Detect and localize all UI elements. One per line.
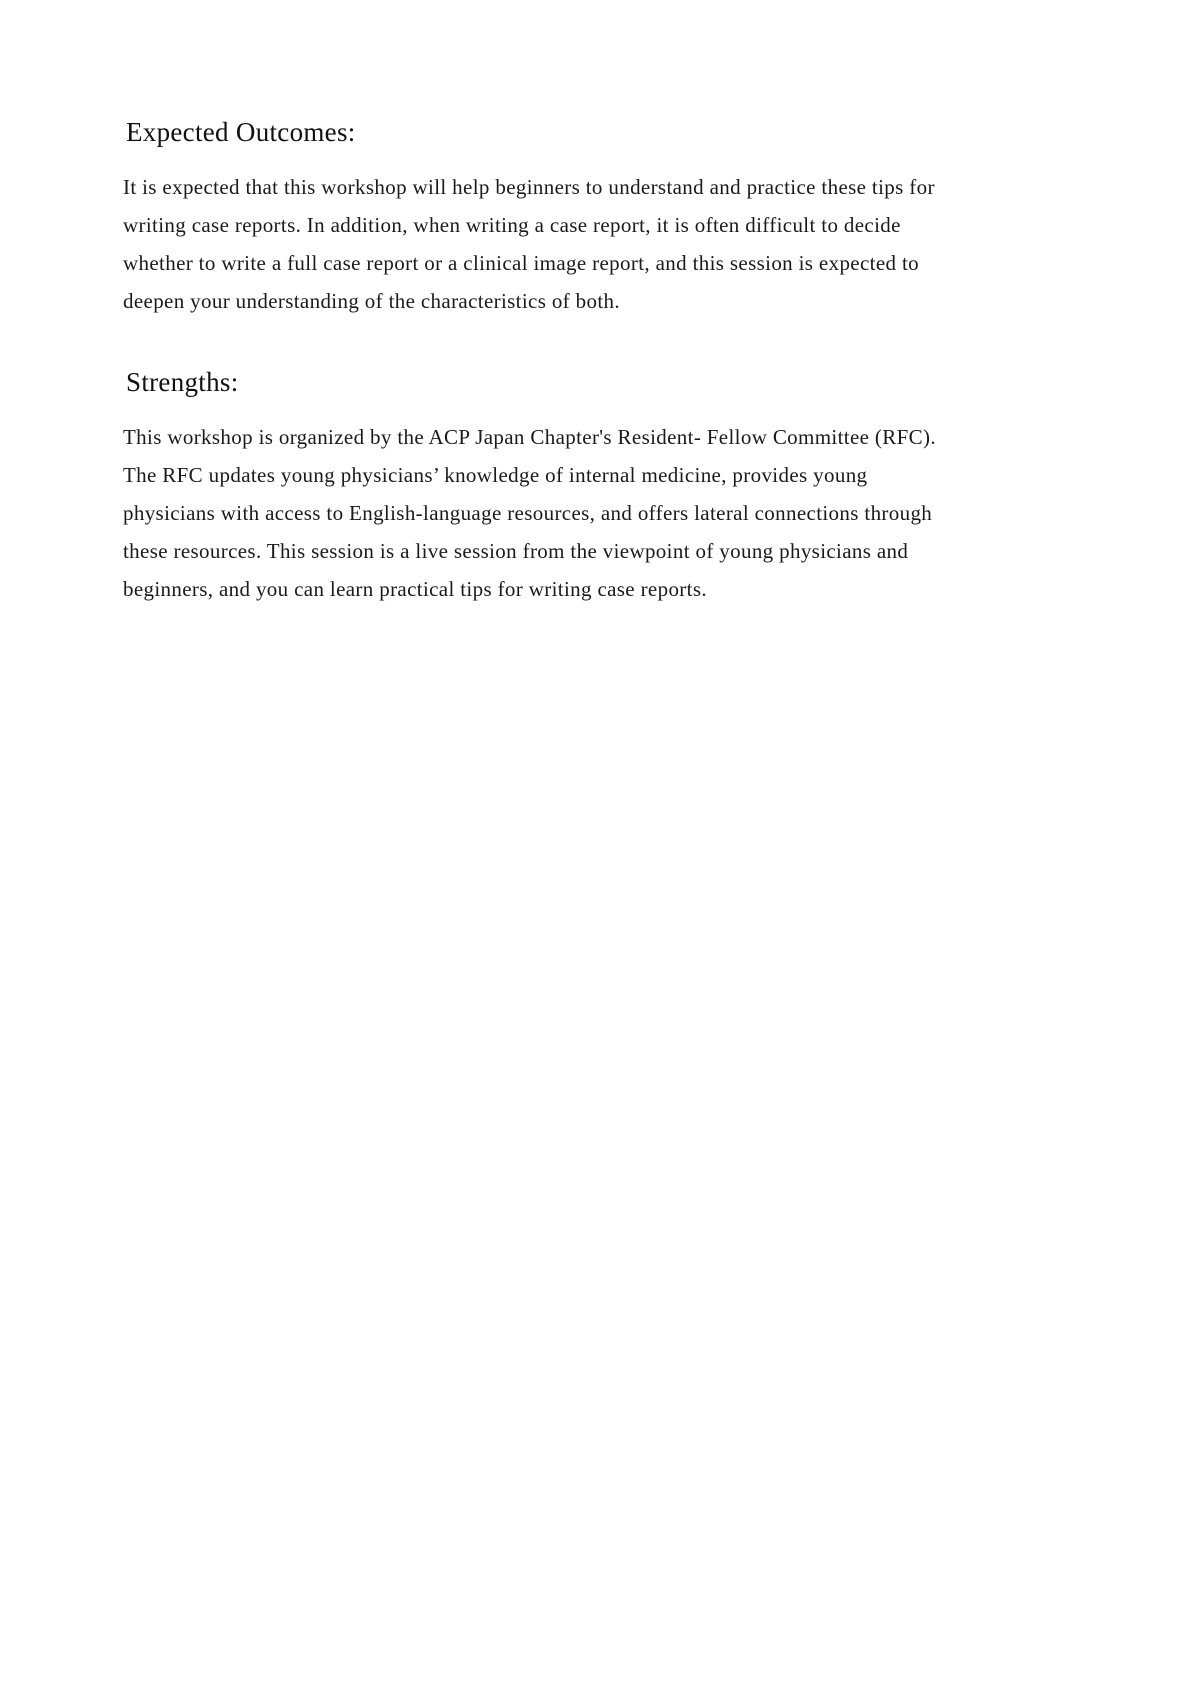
expected-outcomes-paragraph — [123, 168, 1083, 320]
paragraph-line: whether to write a full case report or a clinical image report, and this session is expected to — [123, 251, 919, 275]
expected-outcomes-section — [123, 112, 1083, 320]
paragraph-line: The RFC updates young physicians’ knowledge of internal medicine, provides young — [123, 463, 868, 487]
paragraph-line: It is expected that this workshop will help beginners to understand and practice these tips for — [123, 175, 935, 199]
strengths-heading: Strengths: — [126, 367, 239, 397]
paragraph-line: beginners, and you can learn practical tips for writing case reports. — [123, 577, 707, 601]
paragraph-line: these resources. This session is a live session from the viewpoint of young physicians and — [123, 539, 909, 563]
strengths-paragraph — [123, 418, 1083, 608]
paragraph-line: writing case reports. In addition, when writing a case report, it is often difficult to decide — [123, 213, 901, 237]
expected-outcomes-heading: Expected Outcomes: — [126, 117, 356, 147]
paragraph-line: This workshop is organized by the ACP Japan Chapter's Resident- Fellow Committee (RFC). — [123, 425, 936, 449]
strengths-section — [123, 362, 1083, 608]
page-content — [123, 112, 1083, 608]
paragraph-line: physicians with access to English-language resources, and offers lateral connections through — [123, 501, 933, 525]
paragraph-line: deepen your understanding of the characteristics of both. — [123, 289, 620, 313]
